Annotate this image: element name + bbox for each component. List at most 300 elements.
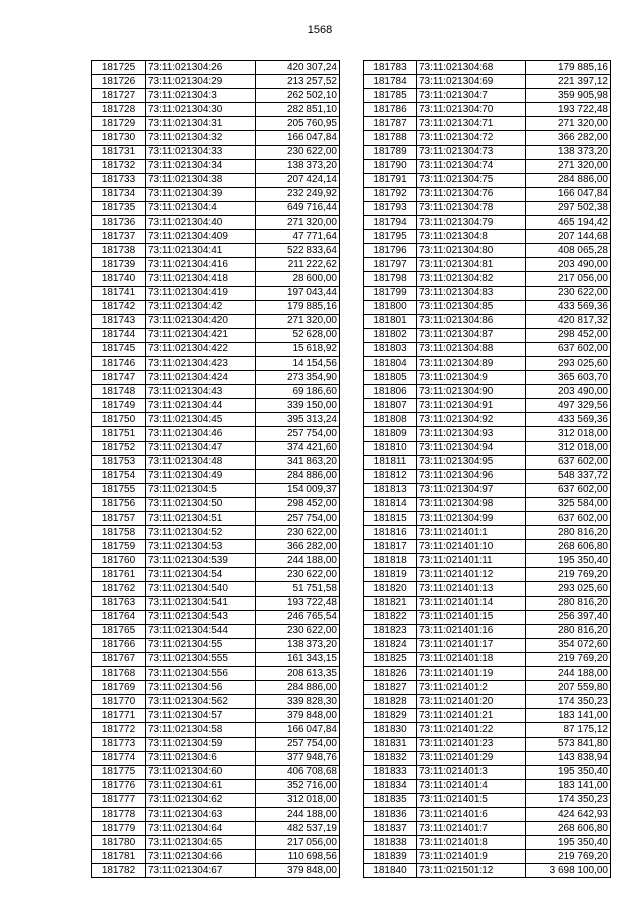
row-number-cell: 181788: [364, 131, 417, 145]
table-row: [364, 272, 611, 286]
cadastral-number-cell: 73:11:021304:556: [146, 667, 256, 681]
value-cell: 51 751,58: [256, 582, 340, 596]
cadastral-number-cell: 73:11:021304:66: [146, 850, 256, 864]
row-number-cell: 181793: [364, 201, 417, 215]
cadastral-number-cell: 73:11:021304:30: [146, 103, 256, 117]
value-cell: 230 622,00: [256, 568, 340, 582]
cadastral-number-cell: 73:11:021304:40: [146, 216, 256, 230]
value-cell: 230 622,00: [256, 145, 340, 159]
value-cell: 268 606,80: [526, 540, 611, 554]
table-row: [364, 413, 611, 427]
value-cell: 219 769,20: [526, 568, 611, 582]
value-cell: 433 569,36: [526, 300, 611, 314]
table-row: [364, 709, 611, 723]
value-cell: 395 313,24: [256, 413, 340, 427]
cadastral-number-cell: 73:11:021401:17: [417, 638, 526, 652]
table-row: [364, 244, 611, 258]
value-cell: 213 257,52: [256, 75, 340, 89]
table-row: [92, 117, 340, 131]
value-cell: 195 350,40: [526, 554, 611, 568]
value-cell: 138 373,20: [256, 638, 340, 652]
value-cell: 230 622,00: [256, 526, 340, 540]
value-cell: 138 373,20: [526, 145, 611, 159]
cadastral-number-cell: 73:11:021501:12: [417, 864, 526, 878]
table-row: [364, 145, 611, 159]
row-number-cell: 181727: [92, 89, 146, 103]
value-cell: 207 424,14: [256, 173, 340, 187]
value-cell: 341 863,20: [256, 455, 340, 469]
value-cell: 179 885,16: [526, 61, 611, 75]
row-number-cell: 181734: [92, 187, 146, 201]
value-cell: 312 018,00: [256, 793, 340, 807]
table-row: [92, 441, 340, 455]
row-number-cell: 181787: [364, 117, 417, 131]
row-number-cell: 181765: [92, 624, 146, 638]
cadastral-number-cell: 73:11:021304:46: [146, 427, 256, 441]
cadastral-number-cell: 73:11:021304:54: [146, 568, 256, 582]
table-row: [364, 103, 611, 117]
value-cell: 244 188,00: [256, 554, 340, 568]
cadastral-number-cell: 73:11:021401:29: [417, 751, 526, 765]
table-row: [364, 455, 611, 469]
row-number-cell: 181814: [364, 497, 417, 511]
cadastral-number-cell: 73:11:021304:44: [146, 399, 256, 413]
value-cell: 193 722,48: [256, 596, 340, 610]
cadastral-number-cell: 73:11:021304:68: [417, 61, 526, 75]
cadastral-number-cell: 73:11:021304:51: [146, 512, 256, 526]
value-cell: 339 150,00: [256, 399, 340, 413]
row-number-cell: 181832: [364, 751, 417, 765]
table-row: [364, 779, 611, 793]
table-row: [92, 751, 340, 765]
cadastral-number-cell: 73:11:021304:543: [146, 610, 256, 624]
row-number-cell: 181774: [92, 751, 146, 765]
table-row: [92, 681, 340, 695]
cadastral-number-cell: 73:11:021304:45: [146, 413, 256, 427]
cadastral-number-cell: 73:11:021401:4: [417, 779, 526, 793]
value-cell: 366 282,00: [256, 540, 340, 554]
cadastral-number-cell: 73:11:021304:88: [417, 342, 526, 356]
value-cell: 312 018,00: [526, 441, 611, 455]
cadastral-number-cell: 73:11:021304:80: [417, 244, 526, 258]
row-number-cell: 181826: [364, 667, 417, 681]
table-row: [92, 145, 340, 159]
cadastral-number-cell: 73:11:021401:2: [417, 681, 526, 695]
value-cell: 433 569,36: [526, 413, 611, 427]
value-cell: 298 452,00: [526, 328, 611, 342]
row-number-cell: 181757: [92, 512, 146, 526]
value-cell: 271 320,00: [256, 314, 340, 328]
cadastral-number-cell: 73:11:021304:5: [146, 483, 256, 497]
value-cell: 217 056,00: [256, 836, 340, 850]
value-cell: 312 018,00: [526, 427, 611, 441]
cadastral-number-cell: 73:11:021304:63: [146, 807, 256, 821]
table-row: [92, 300, 340, 314]
value-cell: 52 628,00: [256, 328, 340, 342]
table-row: [364, 526, 611, 540]
row-number-cell: 181764: [92, 610, 146, 624]
row-number-cell: 181744: [92, 328, 146, 342]
row-number-cell: 181801: [364, 314, 417, 328]
row-number-cell: 181759: [92, 540, 146, 554]
value-cell: 87 175,12: [526, 723, 611, 737]
cadastral-number-cell: 73:11:021304:423: [146, 356, 256, 370]
row-number-cell: 181750: [92, 413, 146, 427]
table-row: [364, 314, 611, 328]
cadastral-number-cell: 73:11:021304:42: [146, 300, 256, 314]
row-number-cell: 181771: [92, 709, 146, 723]
cadastral-number-cell: 73:11:021304:58: [146, 723, 256, 737]
table-row: [92, 131, 340, 145]
row-number-cell: 181792: [364, 187, 417, 201]
cadastral-number-cell: 73:11:021401:14: [417, 596, 526, 610]
table-row: [92, 342, 340, 356]
table-row: [364, 582, 611, 596]
value-cell: 548 337,72: [526, 469, 611, 483]
table-row: [92, 540, 340, 554]
row-number-cell: 181732: [92, 159, 146, 173]
table-row: [364, 723, 611, 737]
table-row: [92, 652, 340, 666]
row-number-cell: 181777: [92, 793, 146, 807]
table-row: [364, 286, 611, 300]
cadastral-number-cell: 73:11:021304:539: [146, 554, 256, 568]
row-number-cell: 181831: [364, 737, 417, 751]
table-row: [92, 328, 340, 342]
table-row: [92, 667, 340, 681]
table-row: [92, 624, 340, 638]
cadastral-number-cell: 73:11:021304:86: [417, 314, 526, 328]
table-row: [92, 413, 340, 427]
row-number-cell: 181796: [364, 244, 417, 258]
value-cell: 271 320,00: [256, 216, 340, 230]
value-cell: 174 350,23: [526, 695, 611, 709]
value-cell: 280 816,20: [526, 526, 611, 540]
cadastral-number-cell: 73:11:021304:87: [417, 328, 526, 342]
table-row: [364, 300, 611, 314]
value-cell: 649 716,44: [256, 201, 340, 215]
value-cell: 197 043,44: [256, 286, 340, 300]
value-cell: 482 537,19: [256, 822, 340, 836]
row-number-cell: 181772: [92, 723, 146, 737]
table-row: [92, 314, 340, 328]
row-number-cell: 181726: [92, 75, 146, 89]
value-cell: 354 072,60: [526, 638, 611, 652]
value-cell: 219 769,20: [526, 652, 611, 666]
table-row: [92, 610, 340, 624]
table-row: [92, 356, 340, 370]
table-row: [364, 695, 611, 709]
value-cell: 293 025,60: [526, 582, 611, 596]
table-row: [92, 836, 340, 850]
value-cell: 183 141,00: [526, 709, 611, 723]
value-cell: 379 848,00: [256, 864, 340, 878]
value-cell: 268 606,80: [526, 822, 611, 836]
cadastral-number-cell: 73:11:021304:418: [146, 272, 256, 286]
value-cell: 637 602,00: [526, 342, 611, 356]
value-cell: 230 622,00: [256, 624, 340, 638]
table-row: [364, 201, 611, 215]
table-row: [92, 258, 340, 272]
row-number-cell: 181761: [92, 568, 146, 582]
value-cell: 497 329,56: [526, 399, 611, 413]
row-number-cell: 181756: [92, 497, 146, 511]
row-number-cell: 181794: [364, 216, 417, 230]
table-row: [364, 328, 611, 342]
value-cell: 257 754,00: [256, 427, 340, 441]
value-cell: 211 222,62: [256, 258, 340, 272]
table-row: [92, 723, 340, 737]
table-row: [92, 455, 340, 469]
cadastral-number-cell: 73:11:021304:48: [146, 455, 256, 469]
row-number-cell: 181736: [92, 216, 146, 230]
value-cell: 208 613,35: [256, 667, 340, 681]
row-number-cell: 181739: [92, 258, 146, 272]
cadastral-number-cell: 73:11:021401:20: [417, 695, 526, 709]
cadastral-number-cell: 73:11:021304:96: [417, 469, 526, 483]
cadastral-number-cell: 73:11:021304:55: [146, 638, 256, 652]
value-cell: 256 397,40: [526, 610, 611, 624]
table-row: [364, 751, 611, 765]
cadastral-number-cell: 73:11:021401:22: [417, 723, 526, 737]
table-row: [92, 399, 340, 413]
table-row: [364, 258, 611, 272]
cadastral-number-cell: 73:11:021304:57: [146, 709, 256, 723]
row-number-cell: 181833: [364, 765, 417, 779]
row-number-cell: 181752: [92, 441, 146, 455]
row-number-cell: 181729: [92, 117, 146, 131]
row-number-cell: 181748: [92, 385, 146, 399]
cadastral-number-cell: 73:11:021304:31: [146, 117, 256, 131]
value-cell: 207 559,80: [526, 681, 611, 695]
row-number-cell: 181812: [364, 469, 417, 483]
table-row: [92, 272, 340, 286]
cadastral-number-cell: 73:11:021304:419: [146, 286, 256, 300]
cadastral-number-cell: 73:11:021304:56: [146, 681, 256, 695]
value-cell: 365 603,70: [526, 371, 611, 385]
table-row: [364, 667, 611, 681]
cadastral-number-cell: 73:11:021401:12: [417, 568, 526, 582]
cadastral-number-cell: 73:11:021304:92: [417, 413, 526, 427]
cadastral-number-cell: 73:11:021304:562: [146, 695, 256, 709]
table-row: [364, 836, 611, 850]
value-cell: 203 490,00: [526, 385, 611, 399]
table-row: [92, 822, 340, 836]
cadastral-number-cell: 73:11:021304:409: [146, 230, 256, 244]
row-number-cell: 181747: [92, 371, 146, 385]
row-number-cell: 181822: [364, 610, 417, 624]
cadastral-number-cell: 73:11:021304:97: [417, 483, 526, 497]
table-row: [364, 342, 611, 356]
value-cell: 273 354,90: [256, 371, 340, 385]
table-row: [364, 483, 611, 497]
row-number-cell: 181786: [364, 103, 417, 117]
row-number-cell: 181763: [92, 596, 146, 610]
cadastral-number-cell: 73:11:021304:62: [146, 793, 256, 807]
row-number-cell: 181840: [364, 864, 417, 878]
table-row: [92, 469, 340, 483]
value-cell: 47 771,64: [256, 230, 340, 244]
value-cell: 174 350,23: [526, 793, 611, 807]
table-row: [92, 497, 340, 511]
value-cell: 284 886,00: [526, 173, 611, 187]
row-number-cell: 181802: [364, 328, 417, 342]
row-number-cell: 181767: [92, 652, 146, 666]
table-row: [92, 864, 340, 878]
value-cell: 573 841,80: [526, 737, 611, 751]
table-row: [92, 793, 340, 807]
table-row: [92, 159, 340, 173]
table-row: [92, 737, 340, 751]
table-row: [364, 638, 611, 652]
table-row: [364, 427, 611, 441]
cadastral-number-cell: 73:11:021401:23: [417, 737, 526, 751]
row-number-cell: 181780: [92, 836, 146, 850]
value-cell: 15 618,92: [256, 342, 340, 356]
cadastral-number-cell: 73:11:021304:71: [417, 117, 526, 131]
value-cell: 246 765,54: [256, 610, 340, 624]
cadastral-number-cell: 73:11:021401:10: [417, 540, 526, 554]
cadastral-number-cell: 73:11:021304:9: [417, 371, 526, 385]
value-cell: 179 885,16: [256, 300, 340, 314]
value-cell: 282 851,10: [256, 103, 340, 117]
row-number-cell: 181817: [364, 540, 417, 554]
row-number-cell: 181779: [92, 822, 146, 836]
table-row: [92, 385, 340, 399]
row-number-cell: 181742: [92, 300, 146, 314]
cadastral-number-cell: 73:11:021304:416: [146, 258, 256, 272]
table-row: [364, 540, 611, 554]
table-row: [92, 638, 340, 652]
row-number-cell: 181766: [92, 638, 146, 652]
row-number-cell: 181754: [92, 469, 146, 483]
table-row: [92, 230, 340, 244]
cadastral-number-cell: 73:11:021304:540: [146, 582, 256, 596]
row-number-cell: 181820: [364, 582, 417, 596]
table-row: [364, 624, 611, 638]
cadastral-number-cell: 73:11:021304:78: [417, 201, 526, 215]
value-cell: 143 838,94: [526, 751, 611, 765]
cadastral-number-cell: 73:11:021401:11: [417, 554, 526, 568]
row-number-cell: 181821: [364, 596, 417, 610]
page-number: 1568: [307, 24, 333, 36]
row-number-cell: 181782: [92, 864, 146, 878]
table-row: [364, 159, 611, 173]
row-number-cell: 181816: [364, 526, 417, 540]
value-cell: 377 948,76: [256, 751, 340, 765]
table-row: [364, 793, 611, 807]
row-number-cell: 181731: [92, 145, 146, 159]
row-number-cell: 181725: [92, 61, 146, 75]
value-cell: 3 698 100,00: [526, 864, 611, 878]
table-row: [92, 709, 340, 723]
row-number-cell: 181835: [364, 793, 417, 807]
value-cell: 257 754,00: [256, 737, 340, 751]
cadastral-number-cell: 73:11:021304:94: [417, 441, 526, 455]
row-number-cell: 181730: [92, 131, 146, 145]
cadastral-number-cell: 73:11:021304:70: [417, 103, 526, 117]
row-number-cell: 181828: [364, 695, 417, 709]
table-row: [364, 385, 611, 399]
table-row: [364, 230, 611, 244]
value-cell: 230 622,00: [526, 286, 611, 300]
row-number-cell: 181791: [364, 173, 417, 187]
value-cell: 110 698,56: [256, 850, 340, 864]
row-number-cell: 181804: [364, 356, 417, 370]
cadastral-number-cell: 73:11:021304:93: [417, 427, 526, 441]
table-row: [92, 512, 340, 526]
cadastral-number-cell: 73:11:021401:7: [417, 822, 526, 836]
cadastral-number-cell: 73:11:021304:6: [146, 751, 256, 765]
table-row: [364, 596, 611, 610]
table-row: [364, 737, 611, 751]
cadastral-number-cell: 73:11:021304:82: [417, 272, 526, 286]
row-number-cell: 181749: [92, 399, 146, 413]
value-cell: 420 817,32: [526, 314, 611, 328]
row-number-cell: 181813: [364, 483, 417, 497]
value-cell: 161 343,15: [256, 652, 340, 666]
value-cell: 166 047,84: [256, 131, 340, 145]
cadastral-number-cell: 73:11:021304:420: [146, 314, 256, 328]
row-number-cell: 181815: [364, 512, 417, 526]
value-cell: 352 716,00: [256, 779, 340, 793]
table-row: [364, 681, 611, 695]
table-row: [92, 187, 340, 201]
cadastral-number-cell: 73:11:021304:85: [417, 300, 526, 314]
row-number-cell: 181790: [364, 159, 417, 173]
value-cell: 271 320,00: [526, 117, 611, 131]
table-row: [364, 864, 611, 878]
row-number-cell: 181751: [92, 427, 146, 441]
table-row: [92, 201, 340, 215]
cadastral-number-cell: 73:11:021304:39: [146, 187, 256, 201]
cadastral-number-cell: 73:11:021401:1: [417, 526, 526, 540]
cadastral-number-cell: 73:11:021401:5: [417, 793, 526, 807]
table-row: [92, 582, 340, 596]
table-row: [364, 765, 611, 779]
cadastral-number-cell: 73:11:021304:76: [417, 187, 526, 201]
table-row: [364, 356, 611, 370]
table-row: [364, 89, 611, 103]
row-number-cell: 181795: [364, 230, 417, 244]
row-number-cell: 181805: [364, 371, 417, 385]
table-row: [364, 512, 611, 526]
cadastral-number-cell: 73:11:021304:4: [146, 201, 256, 215]
value-cell: 138 373,20: [256, 159, 340, 173]
table-row: [364, 652, 611, 666]
table-row: [364, 497, 611, 511]
value-cell: 195 350,40: [526, 836, 611, 850]
value-cell: 14 154,56: [256, 356, 340, 370]
row-number-cell: 181834: [364, 779, 417, 793]
cadastral-number-cell: 73:11:021401:8: [417, 836, 526, 850]
row-number-cell: 181781: [92, 850, 146, 864]
row-number-cell: 181827: [364, 681, 417, 695]
value-cell: 424 642,93: [526, 807, 611, 821]
table-row: [364, 822, 611, 836]
table-row: [92, 286, 340, 300]
row-number-cell: 181830: [364, 723, 417, 737]
row-number-cell: 181803: [364, 342, 417, 356]
table-row: [92, 483, 340, 497]
cadastral-number-cell: 73:11:021304:32: [146, 131, 256, 145]
cadastral-number-cell: 73:11:021401:15: [417, 610, 526, 624]
table-row: [92, 216, 340, 230]
value-cell: 374 421,60: [256, 441, 340, 455]
cadastral-number-cell: 73:11:021401:21: [417, 709, 526, 723]
table-row: [92, 526, 340, 540]
table-row: [92, 173, 340, 187]
